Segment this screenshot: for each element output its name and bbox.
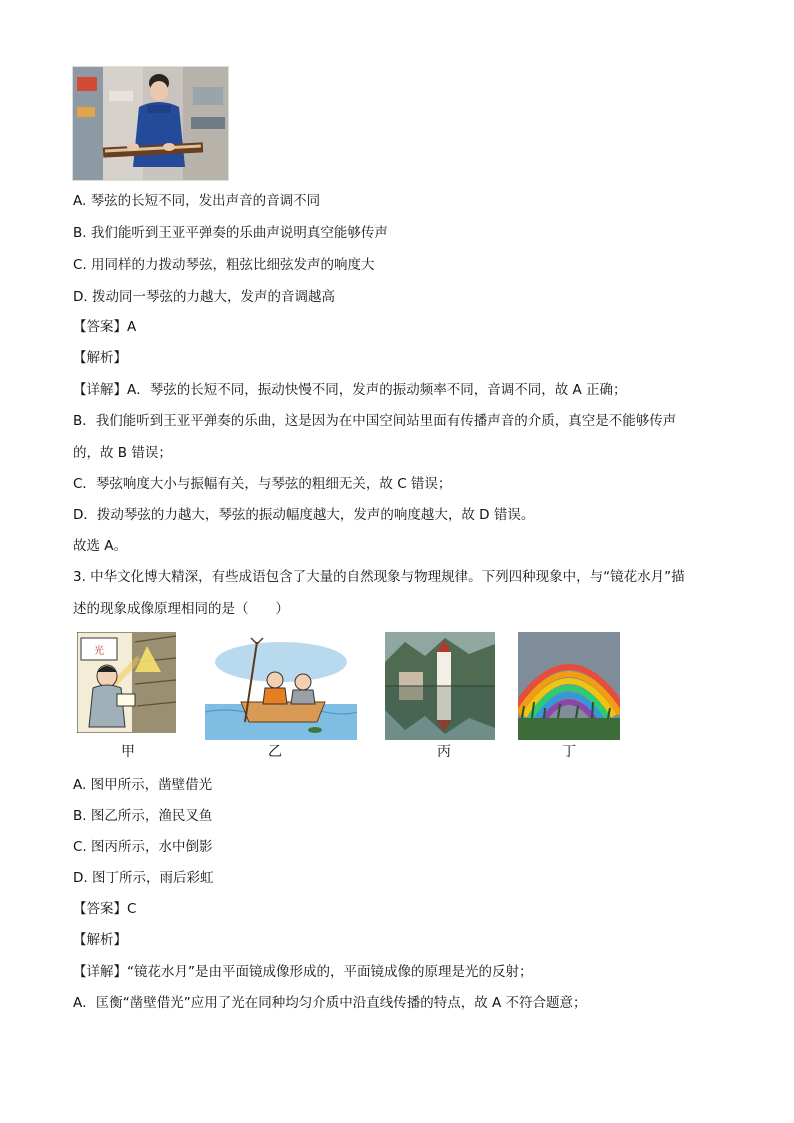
q3-stem-line: 3. 中华文化博大精深，有些成语包含了大量的自然现象与物理规律。下列四种现象中，与“镜花水月”描 xyxy=(73,569,685,585)
q2-detail-line: 【详解】A．琴弦的长短不同，振动快慢不同，发声的振动频率不同，音调不同，故 A 正确； xyxy=(73,382,627,398)
photo-astronaut-guzheng xyxy=(72,66,229,181)
q2-detail-line: D．拨动琴弦的力越大，琴弦的振动幅度越大，发声的响度越大，故 D 错误。 xyxy=(73,507,535,523)
q3-analysis-label: 【解析】 xyxy=(73,932,127,948)
q3-option-b: B. 图乙所示，渔民叉鱼 xyxy=(73,808,213,824)
figure-bing-lake-reflection xyxy=(385,632,495,740)
q2-answer: 【答案】A xyxy=(73,319,137,335)
q2-detail-line: 的，故 B 错误； xyxy=(73,445,172,461)
q3-option-d: D. 图丁所示，雨后彩虹 xyxy=(73,870,214,886)
figure-caption-ding: 丁 xyxy=(562,744,576,760)
q2-analysis-label: 【解析】 xyxy=(73,350,127,366)
q3-detail-line: 【详解】“镜花水月”是由平面镜成像形成的，平面镜成像的原理是光的反射； xyxy=(73,964,533,980)
q2-option-b: B. 我们能听到王亚平弹奏的乐曲声说明真空能够传声 xyxy=(73,225,388,241)
q3-option-a: A. 图甲所示，凿壁借光 xyxy=(73,777,213,793)
figure-jia-wall-light xyxy=(77,632,176,733)
q3-answer: 【答案】C xyxy=(73,901,137,917)
figure-caption-yi: 乙 xyxy=(268,744,282,760)
svg-text:光: 光 xyxy=(94,646,104,657)
figure-caption-bing: 丙 xyxy=(437,744,451,760)
q2-option-d: D. 拨动同一琴弦的力越大，发声的音调越高 xyxy=(73,289,335,305)
q2-option-c: C. 用同样的力拨动琴弦，粗弦比细弦发声的响度大 xyxy=(73,257,375,273)
q3-option-c: C. 图丙所示，水中倒影 xyxy=(73,839,213,855)
q2-option-a: A. 琴弦的长短不同，发出声音的音调不同 xyxy=(73,193,321,209)
figure-yi-fisherman xyxy=(205,632,357,740)
q2-detail-line: 故选 A。 xyxy=(73,538,128,554)
figure-ding-rainbow xyxy=(518,632,620,740)
q2-detail-line: B．我们能听到王亚平弹奏的乐曲，这是因为在中国空间站里面有传播声音的介质，真空是不能够传声 xyxy=(73,413,677,429)
figure-caption-jia: 甲 xyxy=(121,744,135,760)
q3-stem-line: 述的现象成像原理相同的是（ ） xyxy=(73,601,289,617)
q2-detail-line: C．琴弦响度大小与振幅有关，与琴弦的粗细无关，故 C 错误； xyxy=(73,476,452,492)
q3-detail-line: A．匡衡“凿壁借光”应用了光在同种均匀介质中沿直线传播的特点，故 A 不符合题意； xyxy=(73,995,587,1011)
